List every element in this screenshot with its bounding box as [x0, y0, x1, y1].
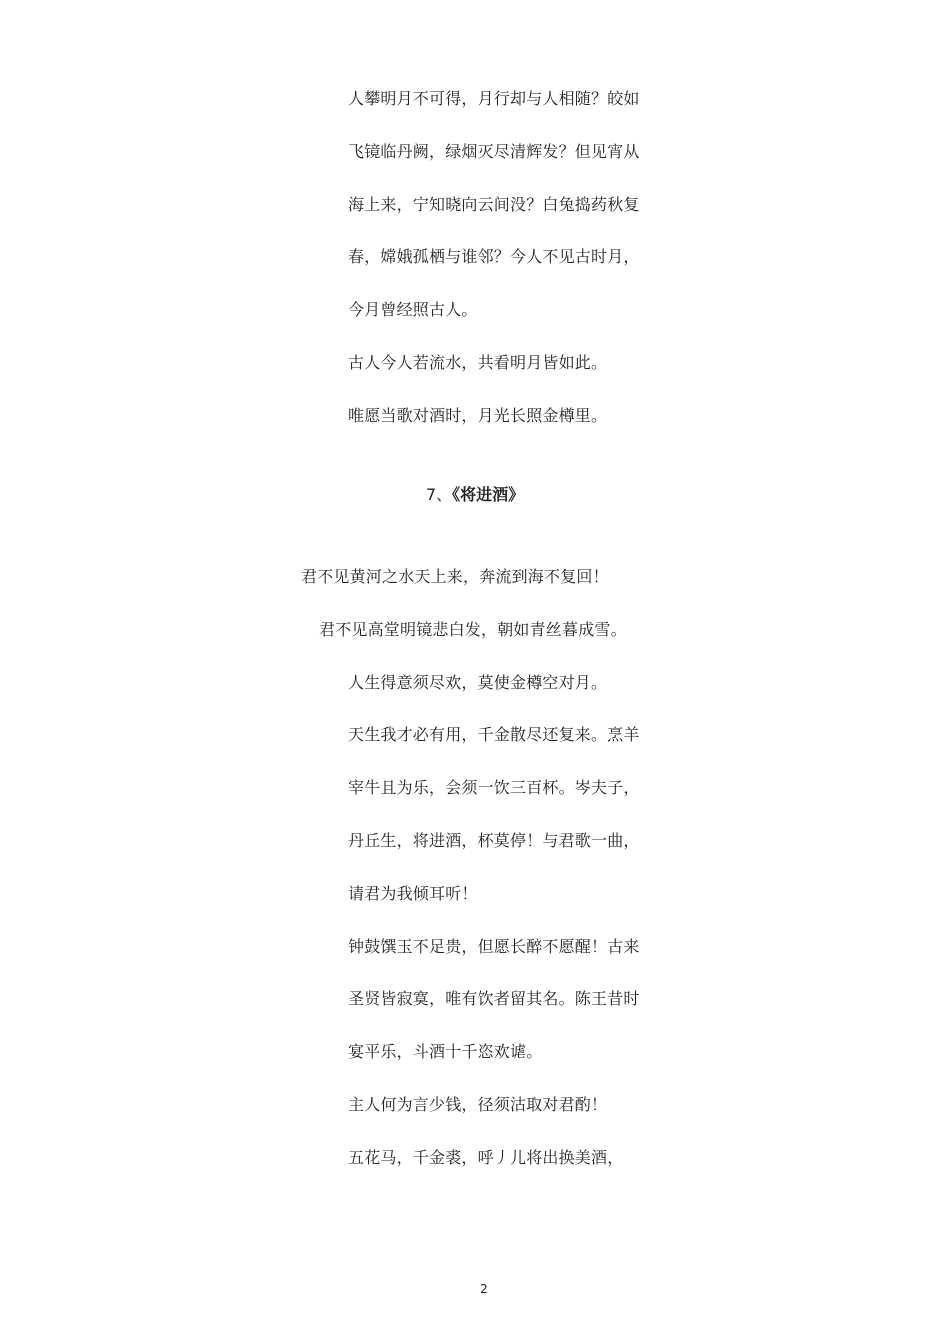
poem-line: 君不见高堂明镜悲白发，朝如青丝暮成雪。 [319, 620, 627, 639]
poem-line: 古人今人若流水，共看明月皆如此。 [348, 353, 608, 372]
poem-line: 飞镜临丹阙，绿烟灭尽清辉发？但见宵从 [348, 142, 640, 161]
poem-line: 宰牛且为乐，会须一饮三百杯。岑夫子， [348, 778, 640, 797]
poem-line: 主人何为言少钱，径须沽取对君酌！ [348, 1095, 608, 1114]
poem-line: 请君为我倾耳听！ [348, 884, 478, 903]
poem-line: 人生得意须尽欢，莫使金樽空对月。 [348, 673, 608, 692]
poem-line: 圣贤皆寂寞，唯有饮者留其名。陈王昔时 [348, 989, 640, 1008]
poem-line: 天生我才必有用，千金散尽还复来。烹羊 [348, 725, 640, 744]
poem-line: 人攀明月不可得，月行却与人相随？皎如 [348, 89, 640, 108]
poem-line: 钟鼓馔玉不足贵，但愿长醉不愿醒！古来 [348, 937, 640, 956]
section-number: 7、 [425, 485, 453, 504]
poem-line: 唯愿当歌对酒时，月光长照金樽里。 [348, 406, 608, 425]
page-number: 2 [480, 1282, 488, 1296]
poem-line: 君不见黄河之水天上来，奔流到海不复回！ [301, 567, 609, 586]
section-title-text: 《将进酒》 [452, 485, 525, 504]
poem-line: 海上来，宁知晓向云间没？白兔捣药秋复 [348, 195, 640, 214]
poem-line: 丹丘生，将进酒，杯莫停！与君歌一曲， [348, 831, 640, 850]
poem-line: 今月曾经照古人。 [348, 300, 478, 319]
poem-line: 春，嫦娥孤栖与谁邻？今人不见古时月， [348, 247, 640, 266]
poem-line: 五花马，千金裘，呼丿儿将出换美酒， [348, 1148, 624, 1167]
poem-line: 宴平乐，斗酒十千恣欢谑。 [348, 1042, 543, 1061]
section-title [0, 484, 950, 506]
